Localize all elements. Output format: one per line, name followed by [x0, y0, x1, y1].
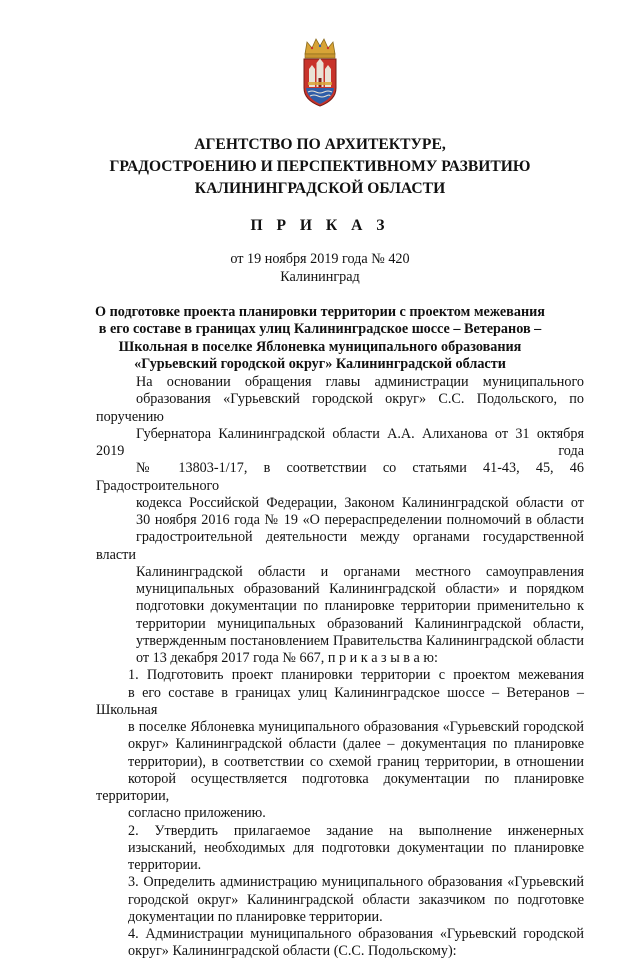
subject-line: в его составе в границах улиц Калининградское шоссе – Ветеранов – — [98, 321, 542, 338]
text-line: муниципальных образований Калининградской области» и порядком — [136, 581, 584, 597]
text-line: документации по планировке территории. — [128, 908, 383, 925]
text-line: 4. Администрации муниципального образования «Гурьевский городской — [128, 926, 584, 942]
text-line: территории. — [128, 857, 202, 873]
order-item-2 — [96, 823, 584, 875]
text-line: которой осуществляется подготовка документации по планировке территории, — [96, 770, 584, 804]
text-line: подготовки документации по планировке территории применительно к — [136, 598, 584, 615]
text-line: 3. Определить администрацию муниципального образования «Гурьевский — [128, 874, 584, 891]
text-line: от 13 декабря 2017 года № 667, п р и к а з ы в а ю: — [136, 650, 438, 666]
subject-line: Школьная в поселке Яблоневка муниципального образования — [118, 338, 522, 355]
order-item-4 — [96, 926, 584, 961]
text-line: утвержденным постановлением Правительства Калининградской области — [136, 632, 584, 649]
text-line: изысканий, необходимых для подготовки документации по планировке — [128, 839, 584, 856]
text-line: Губернатора Калининградской области А.А. Алиханова от 31 октября 2019 года — [96, 425, 584, 459]
order-city: Калининград — [280, 269, 360, 285]
agency-line: ГРАДОСТРОЕНИЮ И ПЕРСПЕКТИВНОМУ РАЗВИТИЮ — [109, 158, 531, 175]
text-line: согласно приложению. — [128, 805, 266, 822]
text-line: в поселке Яблоневка муниципального образования «Гурьевский городской — [128, 719, 584, 735]
agency-name — [60, 134, 580, 200]
subject-line: «Гурьевский городской округ» Калининградской области — [134, 355, 506, 372]
text-line: округ» Калининградской области (С.С. Подольскому): — [128, 943, 457, 960]
text-line: Калининградской области и органами местного самоуправления — [136, 563, 584, 580]
text-line: градостроительной деятельности между органами государственной власти — [96, 529, 584, 563]
order-date-number: от 19 ноября 2019 года № 420 — [230, 251, 410, 267]
text-line: образования «Гурьевский городской округ» С.С. Подольского, по поручению — [96, 391, 584, 425]
kaliningrad-coat-of-arms-icon — [299, 36, 341, 108]
text-line: в его составе в границах улиц Калининградское шоссе – Ветеранов – Школьная — [96, 684, 584, 718]
order-body — [96, 374, 584, 961]
text-line: территории), в соответствии со схемой границ территории, в отношении — [128, 753, 584, 770]
text-line: № 13803-1/17, в соответствии со статьями 41-43, 45, 46 Градостроительного — [96, 460, 584, 494]
text-line: округ» Калининградской области (далее – документация по планировке — [128, 736, 584, 753]
agency-line: КАЛИНИНГРАДСКОЙ ОБЛАСТИ — [194, 180, 446, 197]
text-line: На основании обращения главы администрации муниципального — [136, 374, 584, 390]
preamble-paragraph — [96, 374, 584, 667]
order-item-1 — [96, 667, 584, 822]
text-line: 2. Утвердить прилагаемое задание на выполнение инженерных — [128, 822, 584, 839]
agency-line: АГЕНТСТВО ПО АРХИТЕКТУРЕ, — [194, 136, 446, 153]
text-line: 1. Подготовить проект планировки территории с проектом межевания — [128, 667, 584, 684]
order-item-3 — [96, 874, 584, 926]
text-line: 30 ноября 2016 года № 19 «О перераспределении полномочий в области — [136, 512, 584, 528]
subject-line: О подготовке проекта планировки территории с проектом межевания — [95, 304, 545, 320]
text-line: кодекса Российской Федерации, Законом Калининградской области от — [136, 494, 584, 511]
text-line: территории муниципальных образований Калининградской области, — [136, 615, 584, 632]
order-subject — [60, 304, 580, 373]
text-line: городской округ» Калининградской области заказчиком по подготовке — [128, 891, 584, 908]
order-title: П Р И К А З — [250, 217, 390, 234]
